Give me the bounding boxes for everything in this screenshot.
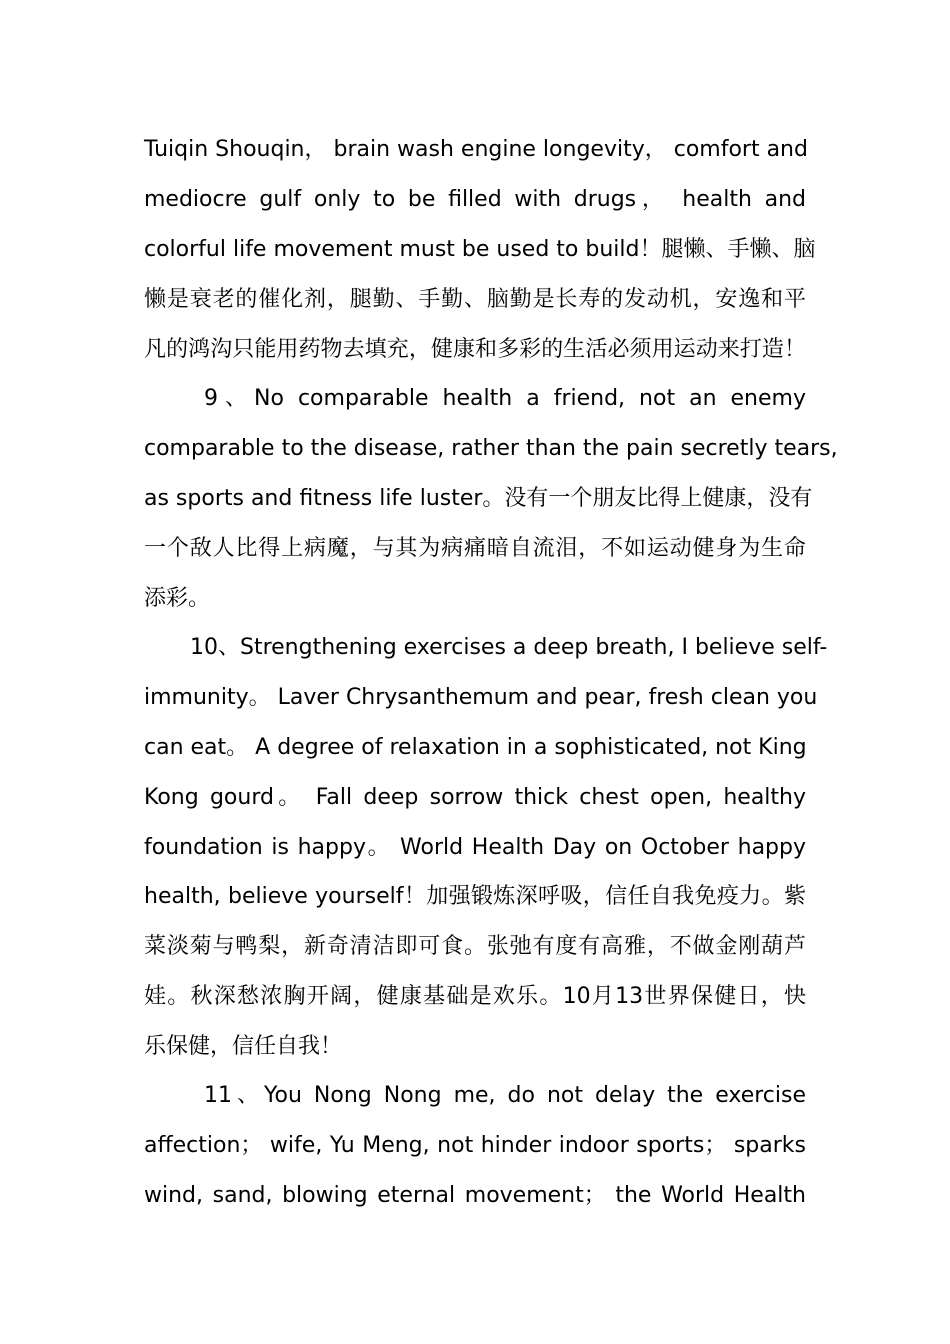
paragraph-11-first-line: 11、You Nong Nong me, do not delay the exercise: [204, 1083, 806, 1108]
text-line: wind, sand, blowing eternal movement； the World Health: [144, 1183, 806, 1208]
text-line: 懒是衰老的催化剂，腿勤、手勤、脑勤是长寿的发动机，安逸和平: [144, 287, 806, 312]
text-line: immunity。 Laver Chrysanthemum and pear, fresh clean you: [144, 685, 818, 710]
text-line: health, believe yourself！加强锻炼深呼吸，信任自我免疫力。紫: [144, 884, 806, 909]
text-line: 菜淡菊与鸭梨，新奇清洁即可食。张弛有度有高雅，不做金刚葫芦: [144, 934, 806, 959]
text-line: Kong gourd。 Fall deep sorrow thick chest open, healthy: [144, 785, 806, 810]
text-line: mediocre gulf only to be filled with drugs， health and: [144, 187, 806, 212]
text-line: as sports and fitness life luster。没有一个朋友比得上健康，没有: [144, 486, 813, 511]
text-line: 凡的鸿沟只能用药物去填充，健康和多彩的生活必须用运动来打造！: [144, 337, 806, 362]
text-line: Tuiqin Shouqin， brain wash engine longevity， comfort and: [144, 137, 808, 162]
text-line: foundation is happy。 World Health Day on October happy: [144, 835, 806, 860]
paragraph-10-first-line: 10、Strengthening exercises a deep breath, I believe self-: [190, 635, 828, 660]
text-line: 添彩。: [144, 586, 211, 611]
text-line: 乐保健，信任自我！: [144, 1034, 343, 1059]
text-line: colorful life movement must be used to build！腿懒、手懒、脑: [144, 237, 816, 262]
text-line: can eat。 A degree of relaxation in a sophisticated, not King: [144, 735, 807, 760]
text-line: affection； wife, Yu Meng, not hinder indoor sports； sparks: [144, 1133, 806, 1158]
text-line: 娃。秋深愁浓胸开阔，健康基础是欢乐。10月13世界保健日，快: [144, 984, 806, 1009]
text-line: comparable to the disease, rather than the pain secretly tears,: [144, 436, 838, 461]
text-line: 一个敌人比得上病魔，与其为病痛暗自流泪，不如运动健身为生命: [144, 536, 806, 561]
paragraph-9-first-line: 9、No comparable health a friend, not an enemy: [204, 386, 806, 411]
